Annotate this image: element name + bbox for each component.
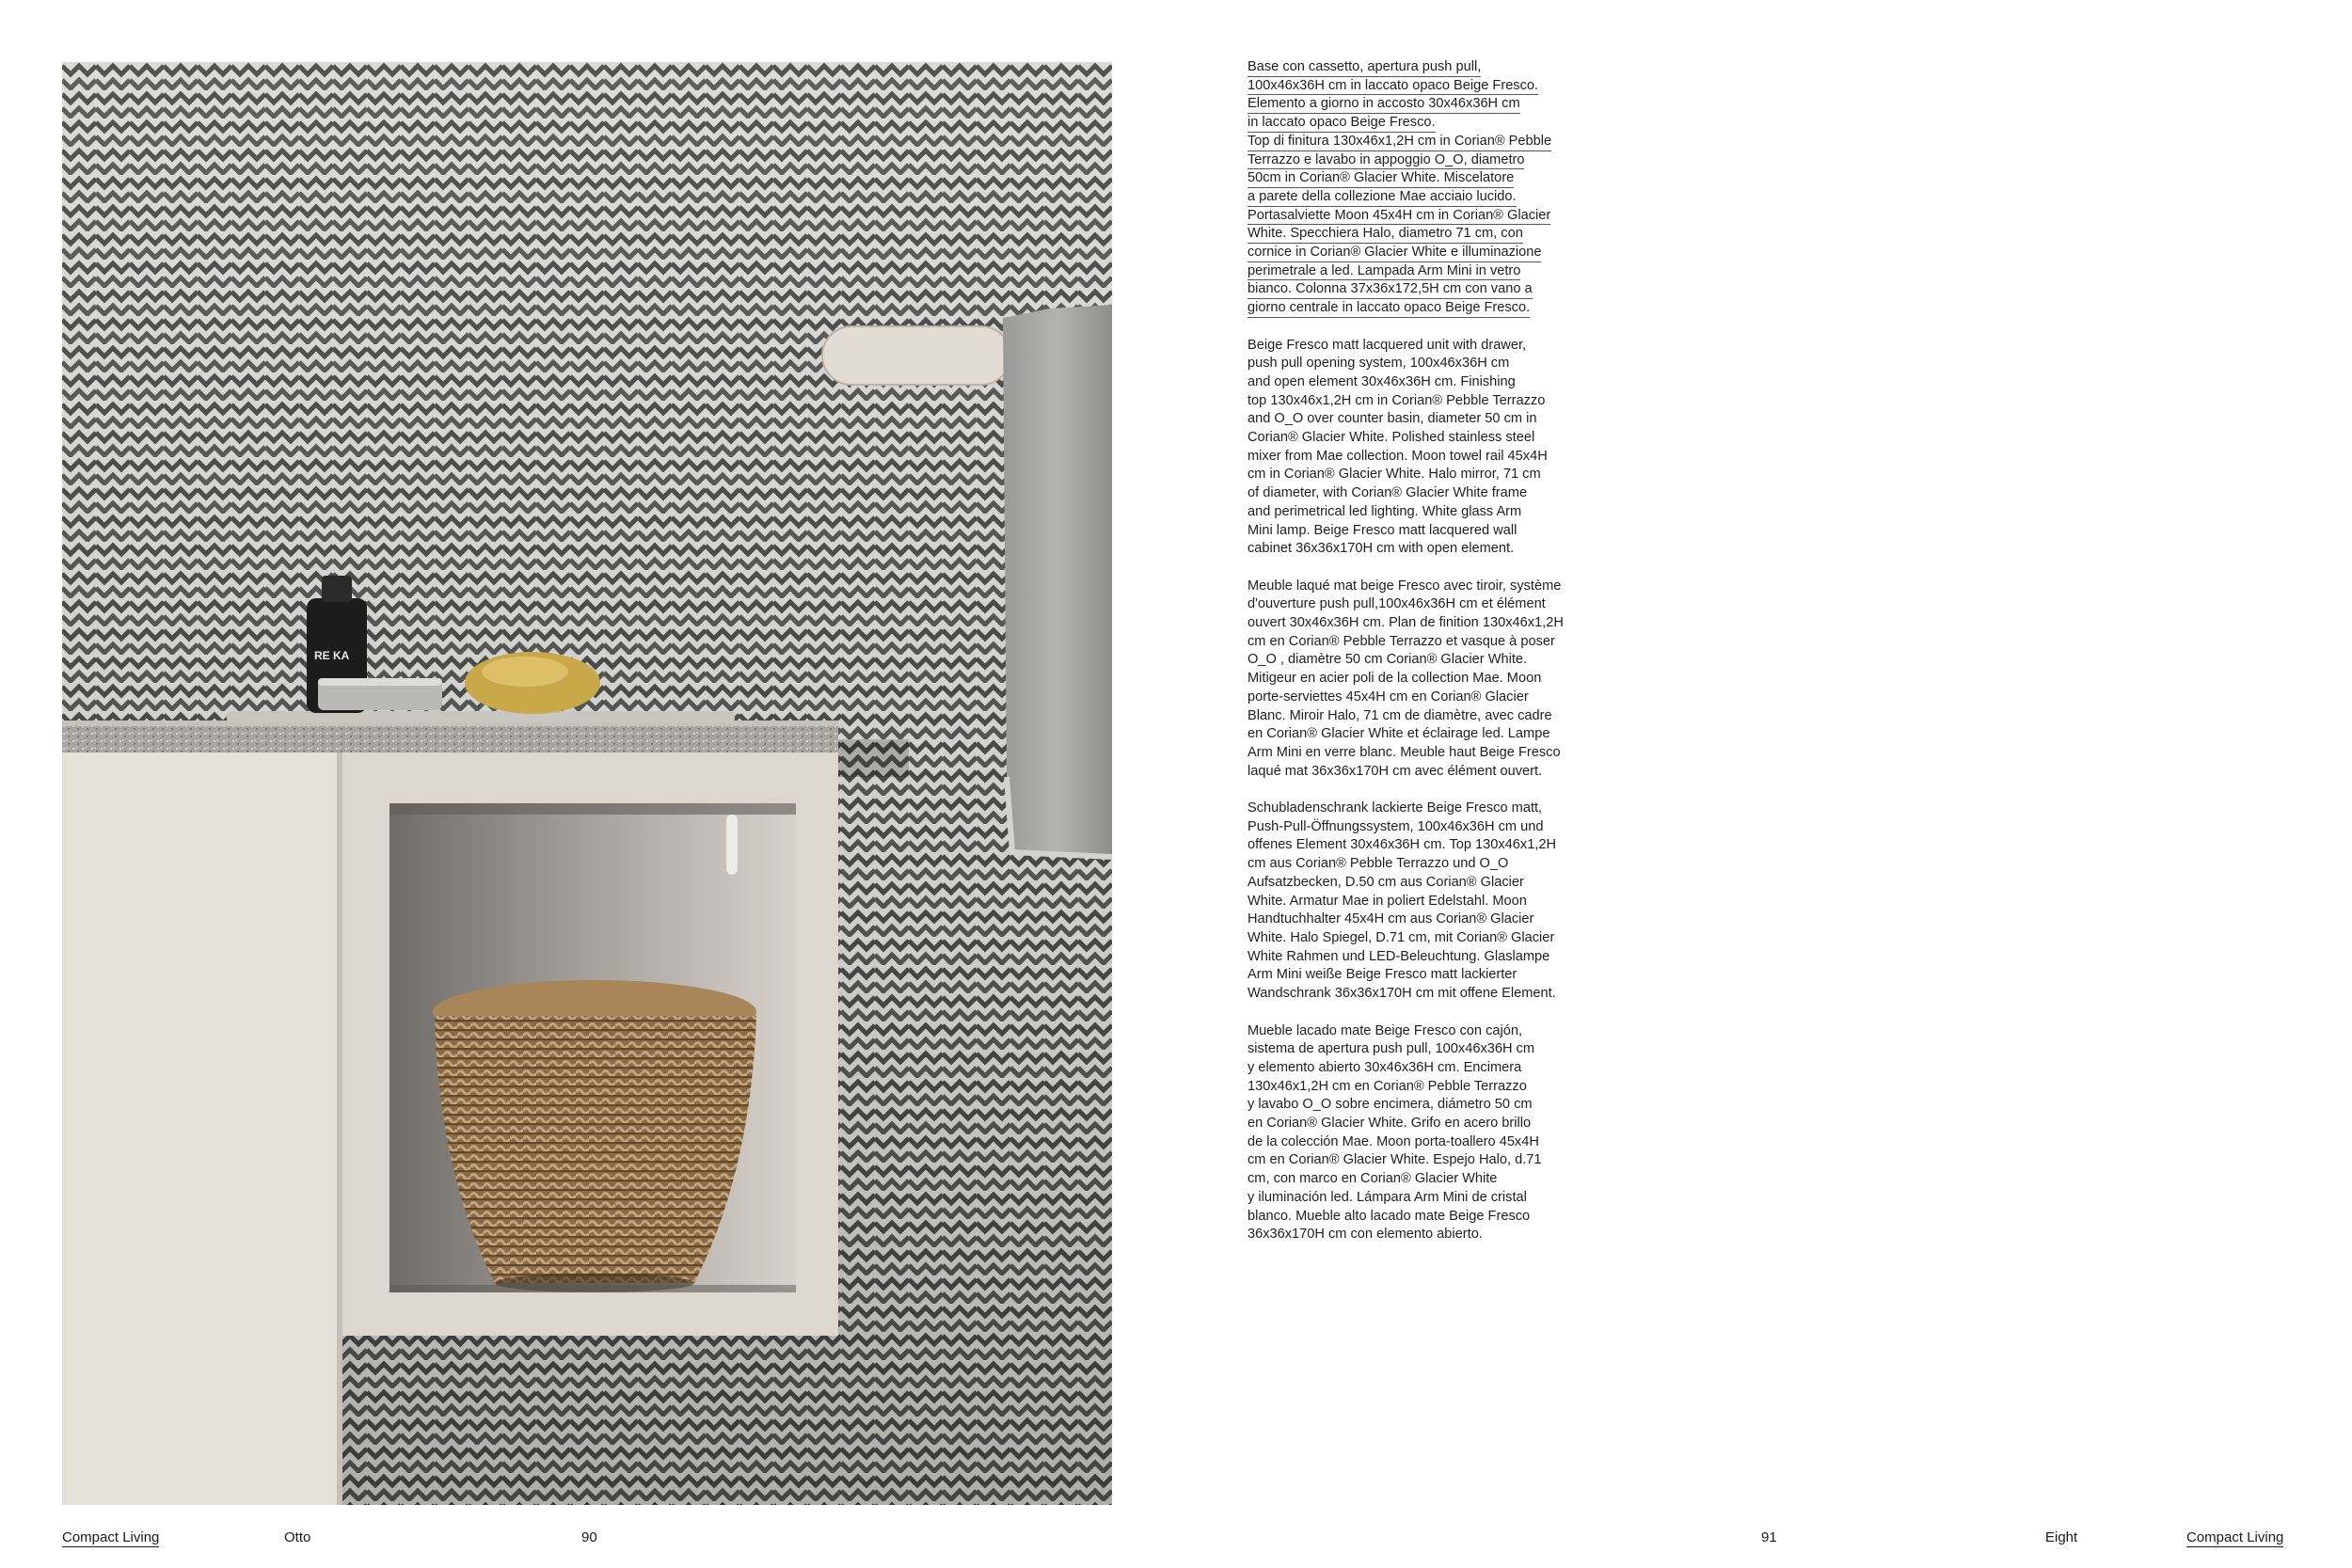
drawer-unit bbox=[62, 752, 341, 1505]
towel bbox=[1003, 305, 1112, 857]
section-name-right: Eight bbox=[2045, 1529, 2078, 1545]
text-line: 50cm in Corian® Glacier White. Miscelatore bbox=[1248, 169, 1514, 188]
text-line: perimetrale a led. Lampada Arm Mini in vetro bbox=[1248, 262, 1520, 281]
text-line: 100x46x36H cm in laccato opaco Beige Fresco. bbox=[1248, 77, 1538, 96]
text-line: in laccato opaco Beige Fresco. bbox=[1248, 114, 1436, 133]
text-line: cm en Corian® Pebble Terrazzo et vasque à poser bbox=[1248, 633, 1555, 649]
text-line: O_O , diamètre 50 cm Corian® Glacier White. bbox=[1248, 652, 1528, 668]
text-line: Push-Pull-Öffnungssystem, 100x46x36H cm und bbox=[1248, 818, 1544, 834]
text-line: Mueble lacado mate Beige Fresco con cajón, bbox=[1248, 1022, 1523, 1038]
text-line: a parete della collezione Mae acciaio lucido. bbox=[1248, 188, 1517, 207]
text-line: Beige Fresco matt lacquered unit with drawer, bbox=[1248, 337, 1527, 353]
bathroom-photo bbox=[62, 62, 1112, 1505]
text-line: d'ouverture push pull,100x46x36H cm et élément bbox=[1248, 596, 1546, 612]
text-line: sistema de apertura push pull, 100x46x36H cm bbox=[1248, 1041, 1535, 1057]
text-line: and O_O over counter basin, diameter 50 cm in bbox=[1248, 411, 1537, 427]
running-title-left: Compact Living bbox=[62, 1529, 160, 1545]
description-italian bbox=[1248, 58, 1624, 318]
bathroom-scene bbox=[62, 62, 1112, 1505]
text-line: Aufsatzbecken, D.50 cm aus Corian® Glacier bbox=[1248, 874, 1524, 890]
text-line: Top di finitura 130x46x1,2H cm in Corian® Pebble bbox=[1248, 133, 1551, 151]
text-line: cornice in Corian® Glacier White e illuminazione bbox=[1248, 244, 1541, 262]
text-line: laqué mat 36x36x170H cm avec élément ouvert. bbox=[1248, 763, 1543, 779]
text-line: en Corian® Glacier White. Grifo en acero brillo bbox=[1248, 1116, 1532, 1132]
text-line: y elemento abierto 30x46x36H cm. Encimera bbox=[1248, 1059, 1522, 1075]
text-line: cm in Corian® Glacier White. Halo mirror, 71 cm bbox=[1248, 467, 1541, 483]
running-title-right: Compact Living bbox=[2186, 1529, 2284, 1545]
text-line: ouvert 30x46x36H cm. Plan de finition 130x46x1,2H bbox=[1248, 615, 1564, 631]
page-number-right: 91 bbox=[1761, 1529, 1777, 1545]
text-line: Portasalviette Moon 45x4H cm in Corian® Glacier bbox=[1248, 207, 1550, 226]
text-line: Elemento a giorno in accosto 30x46x36H cm bbox=[1248, 95, 1520, 114]
description-french bbox=[1248, 578, 1624, 782]
text-line: of diameter, with Corian® Glacier White frame bbox=[1248, 485, 1528, 501]
text-line: and perimetrical led lighting. White glass Arm bbox=[1248, 503, 1522, 519]
text-line: Wandschrank 36x36x170H cm mit offene Element. bbox=[1248, 986, 1556, 1002]
text-line: Meuble laqué mat beige Fresco avec tiroir, système bbox=[1248, 578, 1562, 594]
text-line: cm en Corian® Glacier White. Espejo Halo, d.71 bbox=[1248, 1152, 1542, 1168]
text-line: cm, con marco en Corian® Glacier White bbox=[1248, 1171, 1498, 1187]
text-line: porte-serviettes 45x4H cm en Corian® Glacier bbox=[1248, 689, 1529, 705]
description-english bbox=[1248, 337, 1624, 559]
text-line: Mitigeur en acier poli de la collection Mae. Moon bbox=[1248, 671, 1542, 687]
description-german bbox=[1248, 800, 1624, 1004]
text-line: offenes Element 30x46x36H cm. Top 130x46x1,2H bbox=[1248, 837, 1557, 853]
text-line: cabinet 36x36x170H cm with open element. bbox=[1248, 541, 1515, 557]
text-line: cm aus Corian® Pebble Terrazzo und O_O bbox=[1248, 856, 1509, 872]
section-name-left: Otto bbox=[284, 1529, 311, 1545]
text-line: push pull opening system, 100x46x36H cm bbox=[1248, 356, 1510, 372]
text-line: y iluminación led. Lámpara Arm Mini de cristal bbox=[1248, 1189, 1527, 1205]
tray bbox=[227, 711, 735, 722]
text-line: en Corian® Glacier White et éclairage led. Lampe bbox=[1248, 726, 1550, 742]
text-line: White. Armatur Mae in poliert Edelstahl. Moon bbox=[1248, 893, 1527, 909]
text-line: Arm Mini weiße Beige Fresco matt lackierter bbox=[1248, 967, 1518, 983]
text-line: blanco. Mueble alto lacado mate Beige Fresco bbox=[1248, 1208, 1531, 1224]
text-line: top 130x46x1,2H cm in Corian® Pebble Terrazzo bbox=[1248, 392, 1546, 408]
text-line: bianco. Colonna 37x36x172,5H cm con vano a bbox=[1248, 280, 1533, 299]
text-line: Terrazzo e lavabo in appoggio O_O, diametro bbox=[1248, 151, 1524, 170]
text-line: and open element 30x46x36H cm. Finishing bbox=[1248, 373, 1516, 389]
text-line: Mini lamp. Beige Fresco matt lacquered wall bbox=[1248, 522, 1518, 538]
text-line: Corian® Glacier White. Polished stainless steel bbox=[1248, 430, 1535, 446]
description-spanish bbox=[1248, 1022, 1624, 1244]
text-line: 36x36x170H cm con elemento abierto. bbox=[1248, 1227, 1483, 1243]
text-line: White. Halo Spiegel, D.71 cm, mit Corian® Glacier bbox=[1248, 930, 1555, 945]
text-line: mixer from Mae collection. Moon towel rail 45x4H bbox=[1248, 448, 1548, 464]
text-line: 130x46x1,2H cm en Corian® Pebble Terrazzo bbox=[1248, 1078, 1527, 1094]
text-line: White Rahmen und LED-Beleuchtung. Glaslampe bbox=[1248, 948, 1550, 964]
towel-rail bbox=[822, 326, 1010, 385]
bottle-label: RE KA bbox=[314, 649, 350, 662]
text-line: giorno centrale in laccato opaco Beige Fresco. bbox=[1248, 299, 1530, 318]
page-number-left: 90 bbox=[581, 1529, 597, 1545]
text-line: Blanc. Miroir Halo, 71 cm de diamètre, avec cadre bbox=[1248, 707, 1552, 723]
woven-basket bbox=[435, 1016, 756, 1283]
text-line: White. Specchiera Halo, diametro 71 cm, con bbox=[1248, 225, 1523, 244]
product-description bbox=[1248, 58, 1624, 1263]
text-line: de la colección Mae. Moon porta-toallero 45x4H bbox=[1248, 1133, 1539, 1149]
text-line: Arm Mini en verre blanc. Meuble haut Beige Fresco bbox=[1248, 744, 1561, 760]
text-line: Base con cassetto, apertura push pull, bbox=[1248, 58, 1481, 77]
text-line: Schubladenschrank lackierte Beige Fresco matt, bbox=[1248, 800, 1543, 816]
text-line: Handtuchhalter 45x4H cm aus Corian® Glacier bbox=[1248, 911, 1534, 927]
text-line: y lavabo O_O sobre encimera, diámetro 50 cm bbox=[1248, 1097, 1533, 1113]
